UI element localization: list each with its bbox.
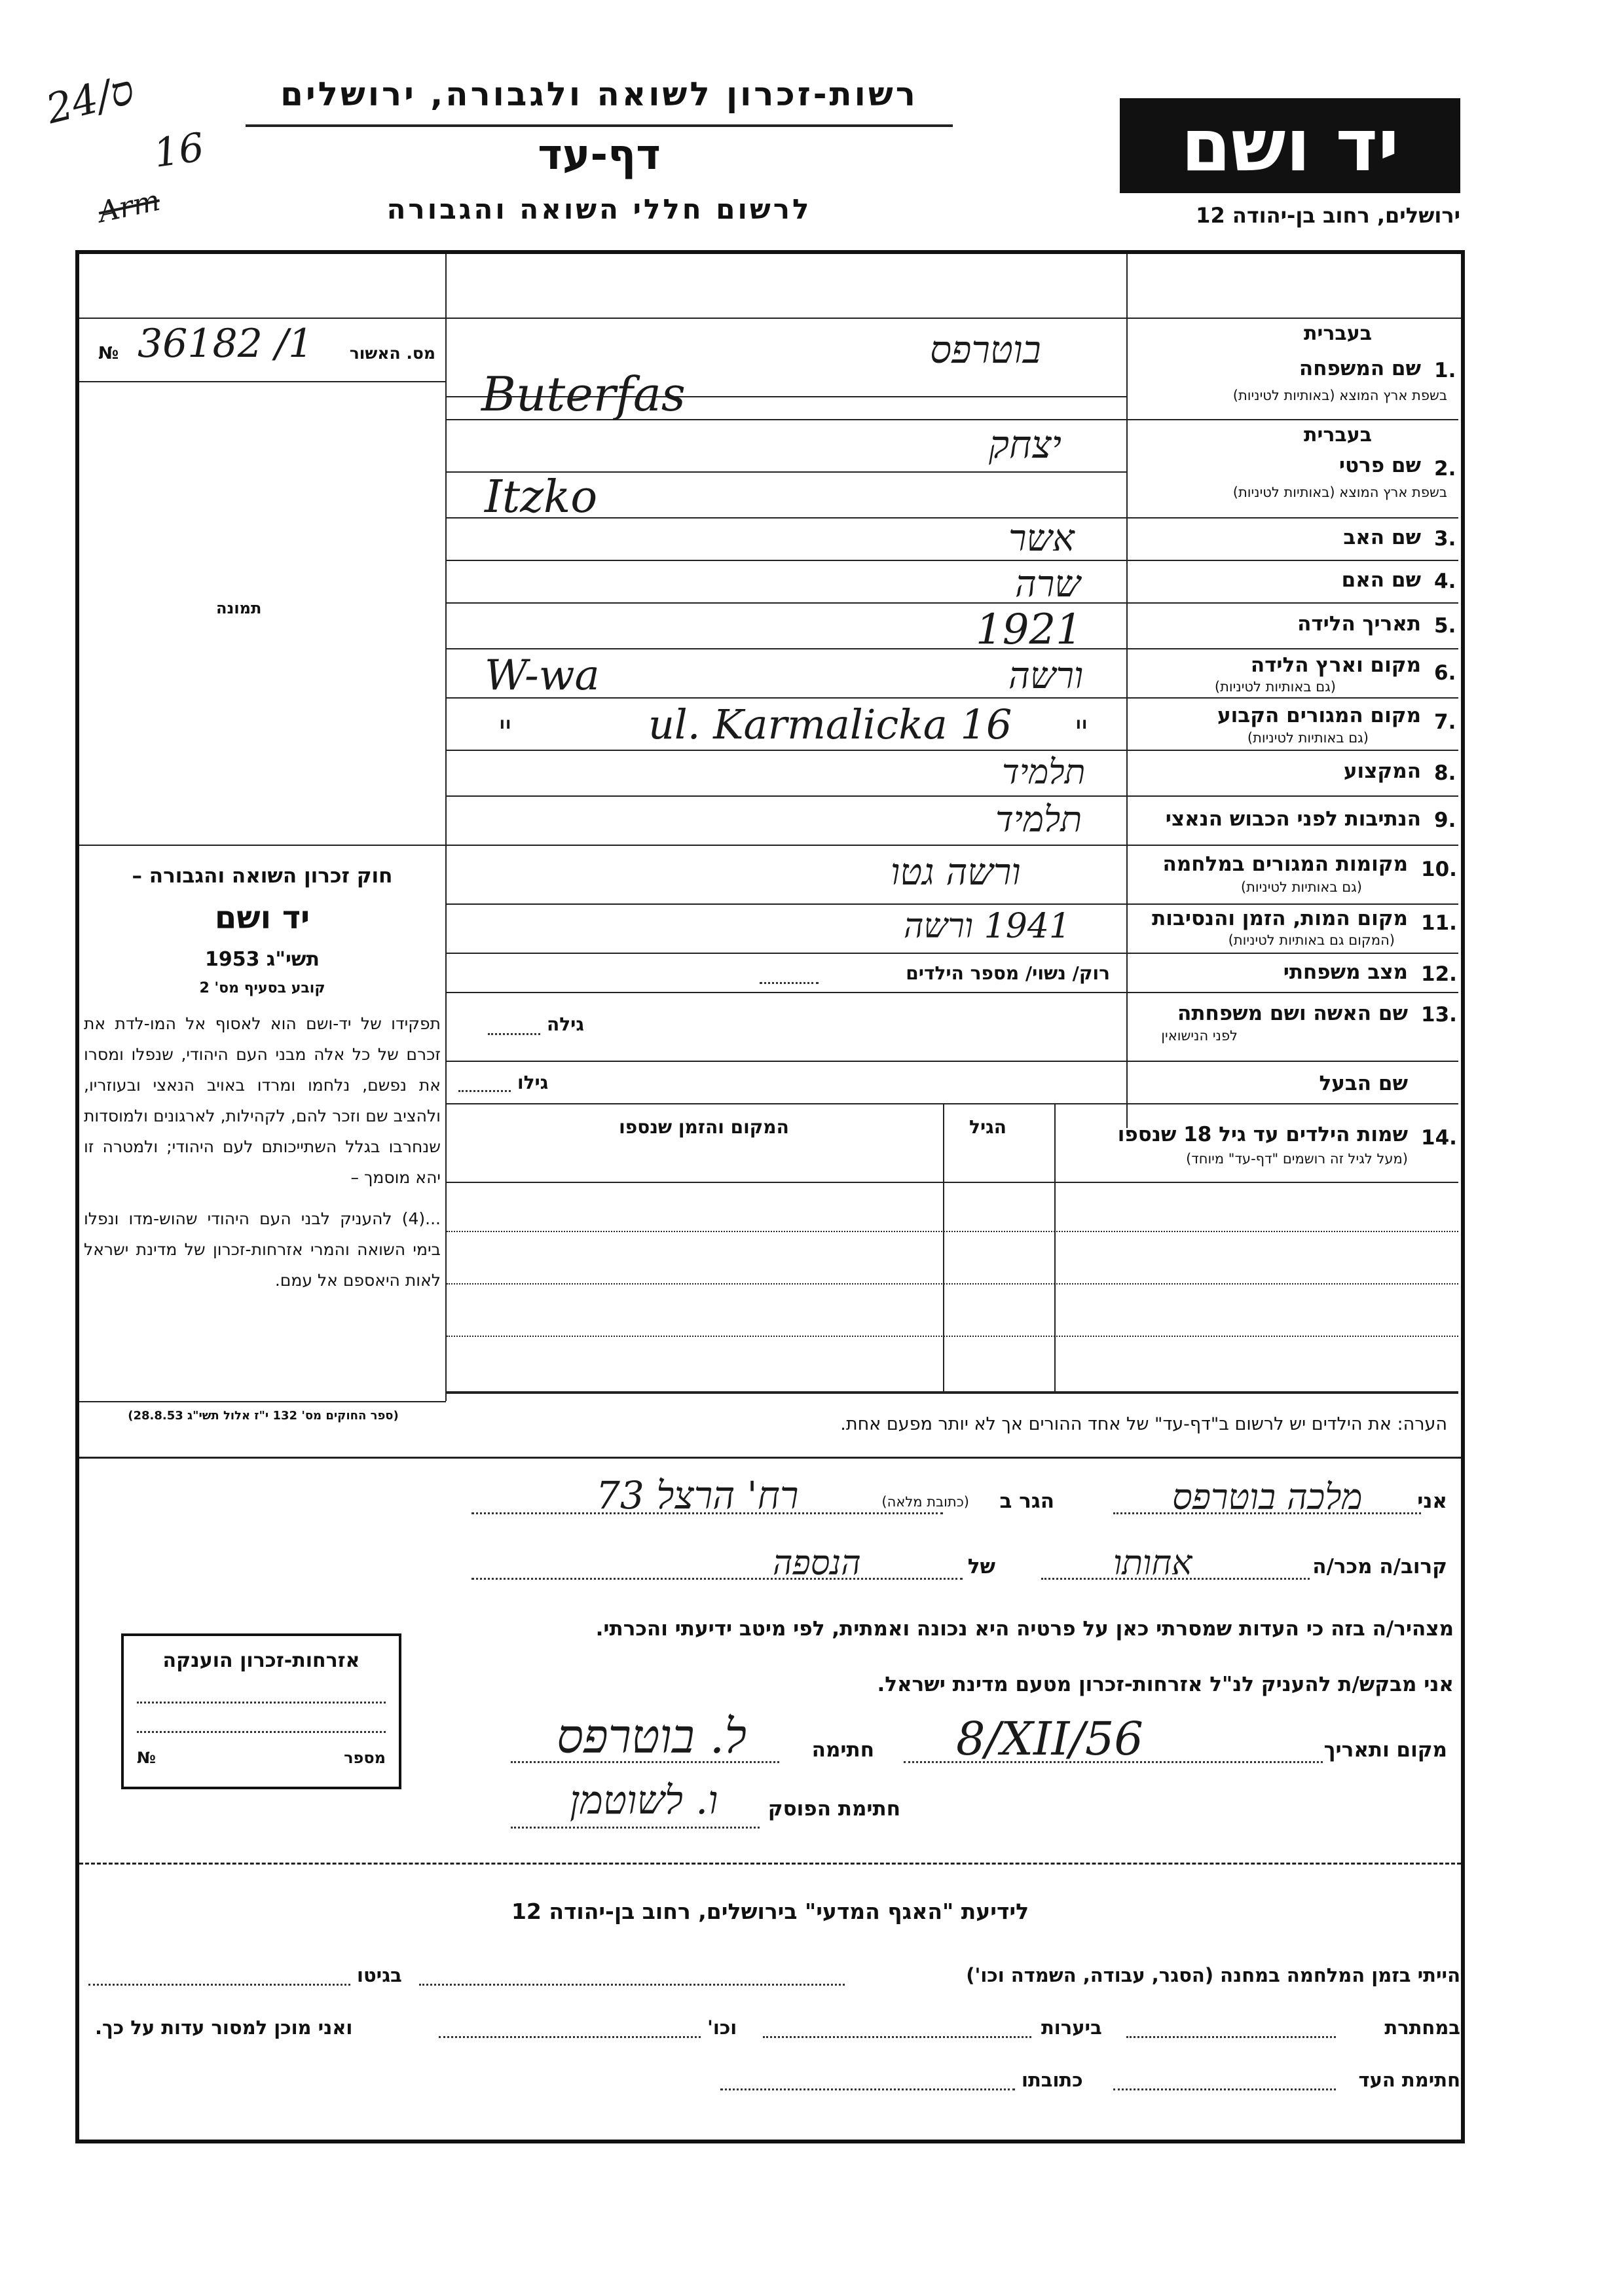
field-1-number: 1. xyxy=(1434,359,1456,382)
row-rule xyxy=(447,560,1458,561)
footer-line2-dots xyxy=(1126,2036,1336,2038)
field-2-label: שם פרטי xyxy=(1338,454,1421,477)
field-2-number: 2. xyxy=(1434,457,1456,481)
field-10-sub: (גם באותיות לטיניות) xyxy=(1240,879,1362,895)
field-2-sub: בשפת ארץ המוצא (באותיות לטיניות) xyxy=(1232,484,1447,500)
decl-place-date-line xyxy=(904,1761,1323,1763)
record-number-value: 36182 /1 xyxy=(138,321,314,367)
decl-relation-line xyxy=(1041,1578,1310,1580)
law-source: (ספר החוקים מס' 132 י"ז אלול תשי"ג 28.8.53) xyxy=(128,1409,399,1423)
field-13-label: שם האשה ושם משפחתה xyxy=(1177,1002,1408,1025)
footer-line2-c: וכו' xyxy=(707,2016,737,2039)
field-8-value: תלמיד xyxy=(1002,753,1086,792)
citizenship-box-number-symbol: № xyxy=(137,1749,156,1767)
row-rule xyxy=(447,750,1458,751)
decl-relation-value: אחותו xyxy=(1113,1544,1192,1583)
record-number-label: מס. האשור xyxy=(349,344,435,363)
field-7-value-ditto-right: " xyxy=(1074,714,1089,752)
decl-of-label: של xyxy=(967,1555,995,1578)
footer-line2-b: ביערות xyxy=(1041,2016,1102,2039)
law-clause: קובע בסעיף מס' 2 xyxy=(199,980,325,996)
field-10-label: מקומות המגורים במלחמה xyxy=(1162,852,1408,876)
field-9-label: הנתיבות לפני הכבוש הנאצי xyxy=(1165,807,1421,831)
field-11-number: 11. xyxy=(1421,911,1457,935)
field-12-dotted-line xyxy=(760,982,819,984)
row-rule xyxy=(447,903,1458,905)
row-rule xyxy=(447,845,1458,846)
field-4-value: שרה xyxy=(1015,563,1080,606)
record-number-row xyxy=(85,321,442,376)
field-12-value: רוק/ נשוי/ מספר הילדים xyxy=(906,962,1110,984)
field-6-number: 6. xyxy=(1434,661,1456,685)
field-2-hebrew-tag: בעברית xyxy=(1304,424,1372,446)
decl-signature-line xyxy=(511,1761,779,1763)
yad-vashem-logo: יד ושם xyxy=(1120,98,1460,193)
form-subtitle: לרשום חללי השואה והגבורה xyxy=(386,193,812,225)
field-2-value-hebrew: יצחק xyxy=(989,422,1061,467)
law-paragraph-1: תפקידו של יד-ושם הוא לאסוף אל המו-לדת את זכרם של כל אלה מבני העם היהודי, שנפלו ומסרו את נפשם, נלחמו ומרדו באויב הנאצי ובעוזריו, ולהציב שם וזכר להם, לקהילות, לארגונים ולמוסדות שנחרבו בגלל השתייכותם לעם היהודי; ולמטרה זו יהא מוסמך – xyxy=(84,1014,441,1187)
field-1-label: שם המשפחה xyxy=(1299,357,1421,380)
citizenship-box-number-label: מספר xyxy=(344,1749,386,1767)
field-4-number: 4. xyxy=(1434,570,1456,593)
number-symbol: № xyxy=(98,344,119,363)
field-5-number: 5. xyxy=(1434,614,1456,638)
decl-signature-value: ל. בוטרפס xyxy=(557,1709,747,1764)
field-8-label: המקצוע xyxy=(1343,759,1421,783)
footer-line1-a: הייתי בזמן המלחמה במחנה (הסגר, עבודה, השמדה וכו') xyxy=(966,1964,1460,1986)
field-6-value-hebrew: ורשה xyxy=(1008,655,1084,697)
row-rule xyxy=(447,1103,1458,1104)
law-year: תשי"ג 1953 xyxy=(204,948,320,971)
field-12-label: מצב משפחתי xyxy=(1283,960,1408,984)
left-col-divider xyxy=(445,254,447,1128)
field-7-sub: (גם באותיות לטיניות) xyxy=(1247,730,1369,746)
children-number: 14. xyxy=(1421,1126,1457,1150)
photo-label: תמונה xyxy=(216,599,262,617)
field-4-label: שם האם xyxy=(1341,568,1421,592)
field-husband-label: שם הבעל xyxy=(1319,1072,1408,1095)
field-13-dotted-line xyxy=(488,1033,540,1035)
children-row-rule xyxy=(447,1283,1458,1285)
field-11-label: מקום המות, הזמן והנסיבות xyxy=(1152,907,1408,930)
decl-i-line xyxy=(1113,1512,1421,1514)
field-2-value-latin: Itzko xyxy=(485,471,598,523)
field-husband-value: גילו xyxy=(517,1072,549,1093)
record-number-rule xyxy=(79,381,446,382)
footer-line2-a: במחתרת xyxy=(1384,2016,1460,2039)
sidebar-source-rule xyxy=(79,1401,446,1402)
decl-officer-label: חתימת הפוסק xyxy=(767,1797,900,1821)
field-10-value: ורשה גטו xyxy=(891,851,1021,894)
field-10-number: 10. xyxy=(1421,858,1457,881)
address: ירושלים, רחוב בן-יהודה 12 xyxy=(1196,203,1460,228)
field-6-label: מקום וארץ הלידה xyxy=(1250,653,1421,677)
citizenship-box-line xyxy=(137,1702,386,1704)
field-5-label: תאריך הלידה xyxy=(1297,612,1421,636)
children-header-names: שמות הילדים עד גיל 18 שנספו xyxy=(1117,1123,1408,1146)
footer-line2-d: ואני מוכן למסור עדות על כך. xyxy=(95,2016,353,2039)
footer-line3-a: חתימת העד xyxy=(1358,2069,1460,2091)
field-6-sub: (גם באותיות לטיניות) xyxy=(1214,679,1336,695)
footer-line1-dots-2 xyxy=(88,1984,350,1986)
children-header-rule xyxy=(447,1182,1458,1183)
field-1-hebrew-tag: בעברית xyxy=(1304,322,1372,345)
footer-line3-b: כתובתו xyxy=(1022,2069,1083,2091)
decl-residing-sub: (כתובת מלאה) xyxy=(881,1494,969,1510)
org-line: רשות-זכרון לשואה ולגבורה, ירושלים xyxy=(280,75,918,113)
decl-i-value: מלכה בוטרפס xyxy=(1172,1476,1363,1518)
field-7-value: ul. Karmalicka 16 xyxy=(648,701,1012,748)
children-row-rule xyxy=(447,1231,1458,1232)
children-col-divider xyxy=(943,1103,944,1391)
field-13-value: גילה xyxy=(547,1013,584,1035)
form-title: דף-עד xyxy=(538,131,661,179)
handwritten-number: 16 xyxy=(151,124,207,177)
children-table-bottom xyxy=(447,1391,1458,1394)
law-title: חוק זכרון השואה והגבורה – xyxy=(132,864,393,888)
field-1-value-hebrew: בוטרפס xyxy=(930,327,1041,372)
decl-place-date-value: 8/XII/56 xyxy=(956,1712,1143,1766)
field-3-value: אשר xyxy=(1008,517,1075,560)
decl-of-line xyxy=(471,1578,963,1580)
field-5-value: 1921 xyxy=(976,606,1082,654)
top-strip-rule xyxy=(79,318,1461,319)
footer-rule xyxy=(79,1863,1461,1865)
row-rule xyxy=(447,1061,1458,1062)
decl-residing-line xyxy=(471,1512,943,1514)
field-9-number: 9. xyxy=(1434,809,1456,832)
children-header-names-sub: (מעל לגיל זה רושמים "דף-עד" מיוחד) xyxy=(1186,1151,1408,1167)
field-13-number: 13. xyxy=(1421,1003,1457,1027)
law-paragraph-2: ...(4) להעניק לבני העם היהודי שהוש-מדו ונפלו בימי השואה והמרי אזרחות-זכרון של מדינת ישראל לאות היאספם אל עמם. xyxy=(84,1209,441,1290)
field-12-number: 12. xyxy=(1421,962,1457,986)
field-6-value-latin: W-wa xyxy=(485,651,600,700)
photo-area-rule xyxy=(79,845,446,846)
law-name: יד ושם xyxy=(214,900,310,936)
footer-line1-dots xyxy=(419,1984,845,1986)
field-1-value-latin: Buterfas xyxy=(481,367,686,422)
footer-line1-b: בגיטו xyxy=(357,1964,402,1986)
field-7-value-ditto-left: " xyxy=(498,714,513,752)
field-husband-dotted-line xyxy=(458,1090,511,1092)
children-col-divider xyxy=(1054,1103,1056,1391)
decl-officer-value: ו. לשוטמן xyxy=(570,1777,718,1823)
children-header-age: הגיל xyxy=(969,1116,1006,1138)
field-13-sub: לפני הנישואין xyxy=(1161,1028,1238,1044)
row-rule xyxy=(447,517,1458,519)
decl-place-date-label: מקום ותאריך xyxy=(1323,1738,1447,1762)
decl-i-label: אני xyxy=(1417,1489,1447,1513)
decl-relation-label: קרוב/ה מכר/ה xyxy=(1312,1555,1447,1578)
right-col-divider xyxy=(1126,254,1128,1128)
row-rule xyxy=(447,648,1458,649)
footer-line3-dots-2 xyxy=(720,2088,1015,2090)
field-3-number: 3. xyxy=(1434,527,1456,551)
field-11-value: 1941 ורשה xyxy=(904,907,1071,946)
note-rule xyxy=(79,1457,1461,1459)
field-7-number: 7. xyxy=(1434,710,1456,734)
row-rule xyxy=(447,992,1458,993)
row-rule xyxy=(447,602,1458,604)
decl-residing-label: הגר ב xyxy=(999,1489,1054,1513)
children-header-place: המקום והזמן שנספו xyxy=(619,1116,789,1138)
citizenship-box-title: אזרחות-זכרון הוענקה xyxy=(162,1649,360,1672)
footer-line2-dots-3 xyxy=(439,2036,701,2038)
field-9-value: תלמיד xyxy=(995,799,1082,840)
footer-line2-dots-2 xyxy=(763,2036,1031,2038)
row-rule xyxy=(447,953,1458,954)
footer-line3-dots xyxy=(1113,2088,1336,2090)
field-8-number: 8. xyxy=(1434,761,1456,785)
decl-residing-value: רח' הרצל 73 xyxy=(596,1473,799,1518)
decl-officer-line xyxy=(511,1827,760,1829)
decl-signature-label: חתימה xyxy=(811,1738,874,1762)
handwritten-reference: 24/ס xyxy=(41,65,139,134)
left-col-divider-lower xyxy=(445,1126,447,1401)
header-rule xyxy=(246,124,953,127)
handwritten-scribble: Arm xyxy=(95,183,163,230)
citizenship-box-line xyxy=(137,1731,386,1733)
children-row-rule xyxy=(447,1336,1458,1337)
field-11-sub: (המקום גם באותיות לטיניות) xyxy=(1228,932,1395,948)
note-text: הערה: את הילדים יש לרשום ב"דף-עד" של אחד ההורים אך לא יותר מפעם אחת. xyxy=(840,1414,1447,1434)
citizenship-box xyxy=(121,1633,401,1789)
field-1-sub: בשפת ארץ המוצא (באותיות לטיניות) xyxy=(1232,388,1447,403)
decl-request: אני מבקש/ת להעניק לנ"ל אזרחות-זכרון מטעם מדינת ישראל. xyxy=(877,1673,1454,1696)
row-rule xyxy=(447,795,1458,797)
footer-title: לידיעת "האגף המדעי" בירושלים, רחוב בן-יהודה 12 xyxy=(511,1899,1029,1924)
decl-statement: מצהיר/ה בזה כי העדות שמסרתי כאן על פרטיה היא נכונה ואמתית, לפי מיטב ידיעתי והכרתי. xyxy=(595,1617,1454,1641)
field-3-label: שם האב xyxy=(1343,526,1421,549)
law-sidebar xyxy=(84,864,441,1296)
field-7-label: מקום המגורים הקבוע xyxy=(1217,704,1421,727)
decl-of-value: הנספה xyxy=(773,1544,861,1583)
